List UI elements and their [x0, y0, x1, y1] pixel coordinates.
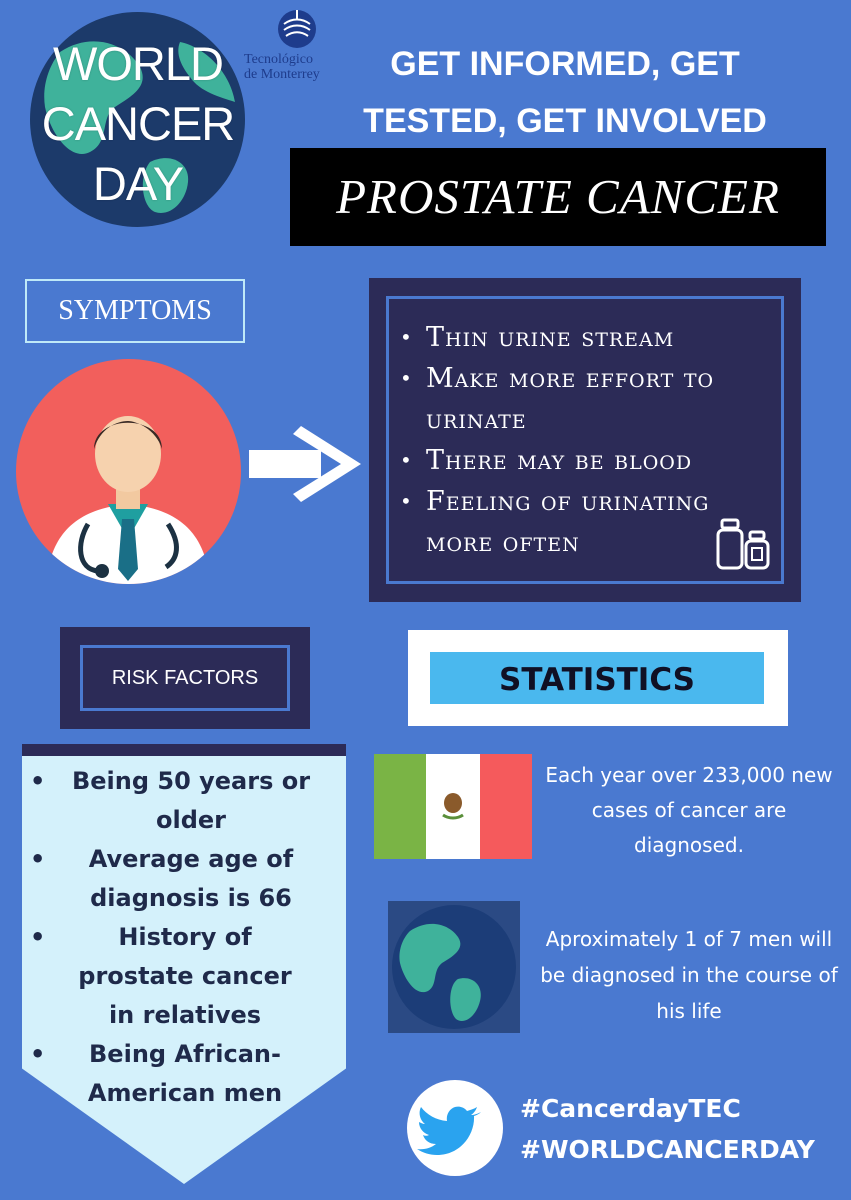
- risk-factor-item: • History of prostate cancer in relatives: [30, 918, 340, 1035]
- mexico-flag-icon: [374, 754, 532, 859]
- symptom-item: • Thin urine stream: [400, 317, 780, 358]
- university-name-line: Tecnológico: [244, 52, 313, 67]
- mexico-statistic: Each year over 233,000 new cases of cancer are diagnosed.: [545, 763, 833, 857]
- tagline-line: TESTED, GET INVOLVED: [363, 102, 767, 140]
- risk-factors-list: [30, 762, 340, 1113]
- symptom-item: • Make more effort to urinate: [400, 358, 780, 440]
- tagline: [305, 36, 825, 150]
- world-statistic: Aproximately 1 of 7 men will be diagnosed in the course of his life: [540, 927, 838, 1023]
- event-title-line: DAY: [92, 157, 184, 210]
- risk-factor-item: • Being African-American men: [30, 1035, 340, 1113]
- pill-bottles-icon: [716, 518, 772, 570]
- risk-factors-panel-bar: [22, 744, 346, 756]
- tagline-line: GET INFORMED, GET: [390, 45, 740, 83]
- arrow-right-icon: [245, 424, 365, 504]
- risk-factor-item: • Average age of diagnosis is 66: [30, 840, 340, 918]
- symptom-item: • Feeling of urinating more often: [400, 481, 780, 563]
- event-title: [18, 34, 258, 214]
- hashtag[interactable]: #WORLDCANCERDAY: [520, 1135, 815, 1164]
- event-title-line: WORLD: [53, 37, 223, 90]
- hashtag-list: [520, 1088, 840, 1170]
- event-title-line: CANCER: [41, 97, 235, 150]
- statistics-label: STATISTICS: [430, 652, 764, 704]
- symptoms-label: SYMPTOMS: [25, 279, 245, 343]
- doctor-icon: [16, 359, 241, 584]
- risk-factors-label: RISK FACTORS: [111, 667, 259, 689]
- university-name-line: de Monterrey: [244, 67, 320, 82]
- topic-title: PROSTATE CANCER: [290, 148, 826, 246]
- world-globe-icon: [388, 901, 520, 1033]
- symptom-item: • There may be blood: [400, 440, 780, 481]
- twitter-icon: [407, 1080, 503, 1176]
- risk-factor-item: • Being 50 years or older: [30, 762, 340, 840]
- hashtag[interactable]: #CancerdayTEC: [520, 1094, 741, 1123]
